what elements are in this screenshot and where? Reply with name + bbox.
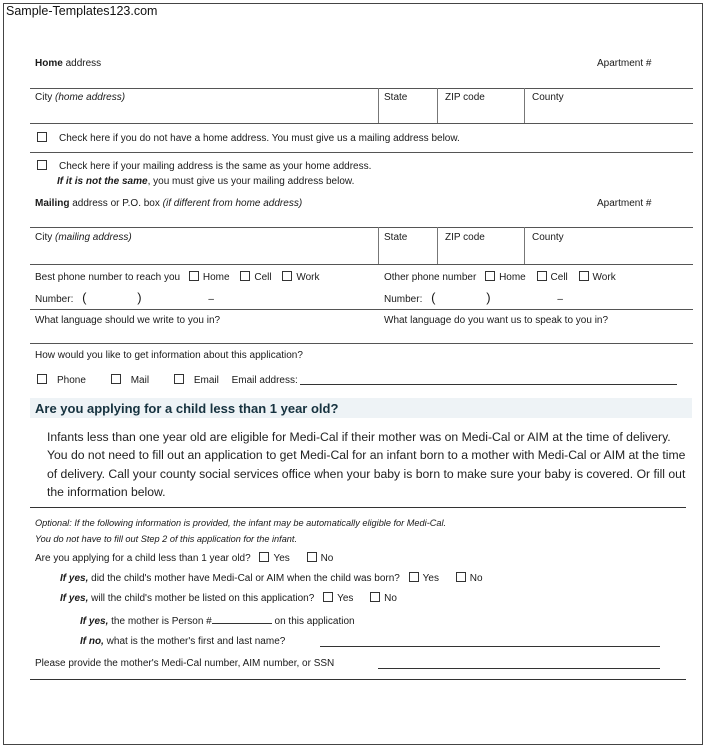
child-yes-checkbox[interactable] (259, 552, 269, 562)
email-address-input[interactable] (300, 384, 677, 385)
mother-number-row: Please provide the mother's Medi-Cal number, AIM number, or SSN (35, 658, 335, 669)
other-phone-row: Other phone number Home Cell Work (384, 272, 616, 283)
mother-number-input[interactable] (378, 668, 660, 669)
child-question-row: Are you applying for a child less than 1 year old? Yes No (35, 553, 334, 564)
divider (30, 123, 693, 124)
other-phone-work-checkbox[interactable] (579, 271, 589, 281)
mother-coverage-row: If yes, did the child's mother have Medi-Cal or AIM when the child was born? Yes No (60, 573, 483, 584)
home-city-label[interactable]: City (home address) (35, 92, 126, 103)
divider (30, 152, 693, 153)
divider (30, 679, 686, 680)
no-home-address-option[interactable]: Check here if you do not have a home address. You must give us a mailing address below. (37, 132, 460, 144)
best-phone-row: Best phone number to reach you Home Cell Work (35, 272, 320, 283)
coverage-no-checkbox[interactable] (456, 572, 466, 582)
watermark: Sample-Templates123.com (6, 4, 158, 18)
spoken-language-field[interactable]: What language do you want us to speak to you in? (384, 315, 609, 326)
divider (378, 227, 379, 264)
not-same-note: If it is not the same, you must give us your mailing address below. (57, 176, 355, 187)
mailing-apartment-label: Apartment # (597, 198, 652, 209)
mailing-zip-field[interactable]: ZIP code (445, 232, 485, 243)
home-state-field[interactable]: State (384, 92, 408, 103)
best-phone-number-field[interactable]: Number: ( ) – (35, 290, 214, 305)
optional-note-2: You do not have to fill out Step 2 of this application for the infant. (35, 534, 298, 544)
other-phone-cell-checkbox[interactable] (537, 271, 547, 281)
best-phone-work-checkbox[interactable] (282, 271, 292, 281)
infant-paragraph: Infants less than one year old are eligible for Medi-Cal if their mother was on Medi-Cal or AIM at the time of delivery. You do not need to fill out an application to get Medi-Cal for an infant born to a mother with Medi-Cal or AIM at the time of delivery. Call your county social services office when your baby is born to make sure your baby is covered. Or fill out the information below. (47, 430, 686, 499)
divider (524, 88, 525, 123)
optional-note-1: Optional: If the following information is provided, the infant may be automatically eligible for Medi-Cal. (35, 518, 447, 528)
other-phone-number-field[interactable]: Number: ( ) – (384, 290, 563, 305)
email-checkbox[interactable] (174, 374, 184, 384)
divider (378, 88, 379, 123)
home-address-label: Home address (35, 58, 102, 69)
written-language-field[interactable]: What language should we write to you in? (35, 315, 221, 326)
divider (524, 227, 525, 264)
contact-question: How would you like to get information about this application? (35, 350, 303, 361)
coverage-yes-checkbox[interactable] (409, 572, 419, 582)
home-apartment-label: Apartment # (597, 58, 652, 69)
person-number-input[interactable] (212, 614, 272, 624)
listed-no-checkbox[interactable] (370, 592, 380, 602)
best-phone-home-checkbox[interactable] (189, 271, 199, 281)
no-home-checkbox[interactable] (37, 132, 47, 142)
divider (30, 507, 686, 508)
other-phone-home-checkbox[interactable] (485, 271, 495, 281)
mailing-address-line[interactable] (30, 227, 693, 228)
person-number-row: If yes, the mother is Person # on this application (80, 616, 355, 627)
infant-section-title: Are you applying for a child less than 1 year old? (35, 401, 339, 416)
divider (30, 264, 693, 265)
divider (437, 227, 438, 264)
contact-options: Phone Mail Email Email address: (37, 374, 298, 386)
phone-checkbox[interactable] (37, 374, 47, 384)
mailing-state-field[interactable]: State (384, 232, 408, 243)
divider (30, 309, 693, 310)
same-address-checkbox[interactable] (37, 160, 47, 170)
same-address-option[interactable]: Check here if your mailing address is the same as your home address. (37, 160, 371, 172)
mailing-address-label: Mailing address or P.O. box (if different from home address) (35, 198, 303, 209)
home-zip-field[interactable]: ZIP code (445, 92, 485, 103)
mother-name-input[interactable] (320, 646, 660, 647)
listed-yes-checkbox[interactable] (323, 592, 333, 602)
home-address-line[interactable] (30, 88, 693, 89)
child-no-checkbox[interactable] (307, 552, 317, 562)
mother-name-row: If no, what is the mother's first and last name? (80, 636, 286, 647)
divider (30, 343, 693, 344)
divider (437, 88, 438, 123)
mail-checkbox[interactable] (111, 374, 121, 384)
mother-listed-row: If yes, will the child's mother be listed on this application? Yes No (60, 593, 397, 604)
mailing-city-label[interactable]: City (mailing address) (35, 232, 132, 243)
home-county-field[interactable]: County (532, 92, 564, 103)
infant-section-header (30, 398, 692, 418)
best-phone-cell-checkbox[interactable] (240, 271, 250, 281)
mailing-county-field[interactable]: County (532, 232, 564, 243)
